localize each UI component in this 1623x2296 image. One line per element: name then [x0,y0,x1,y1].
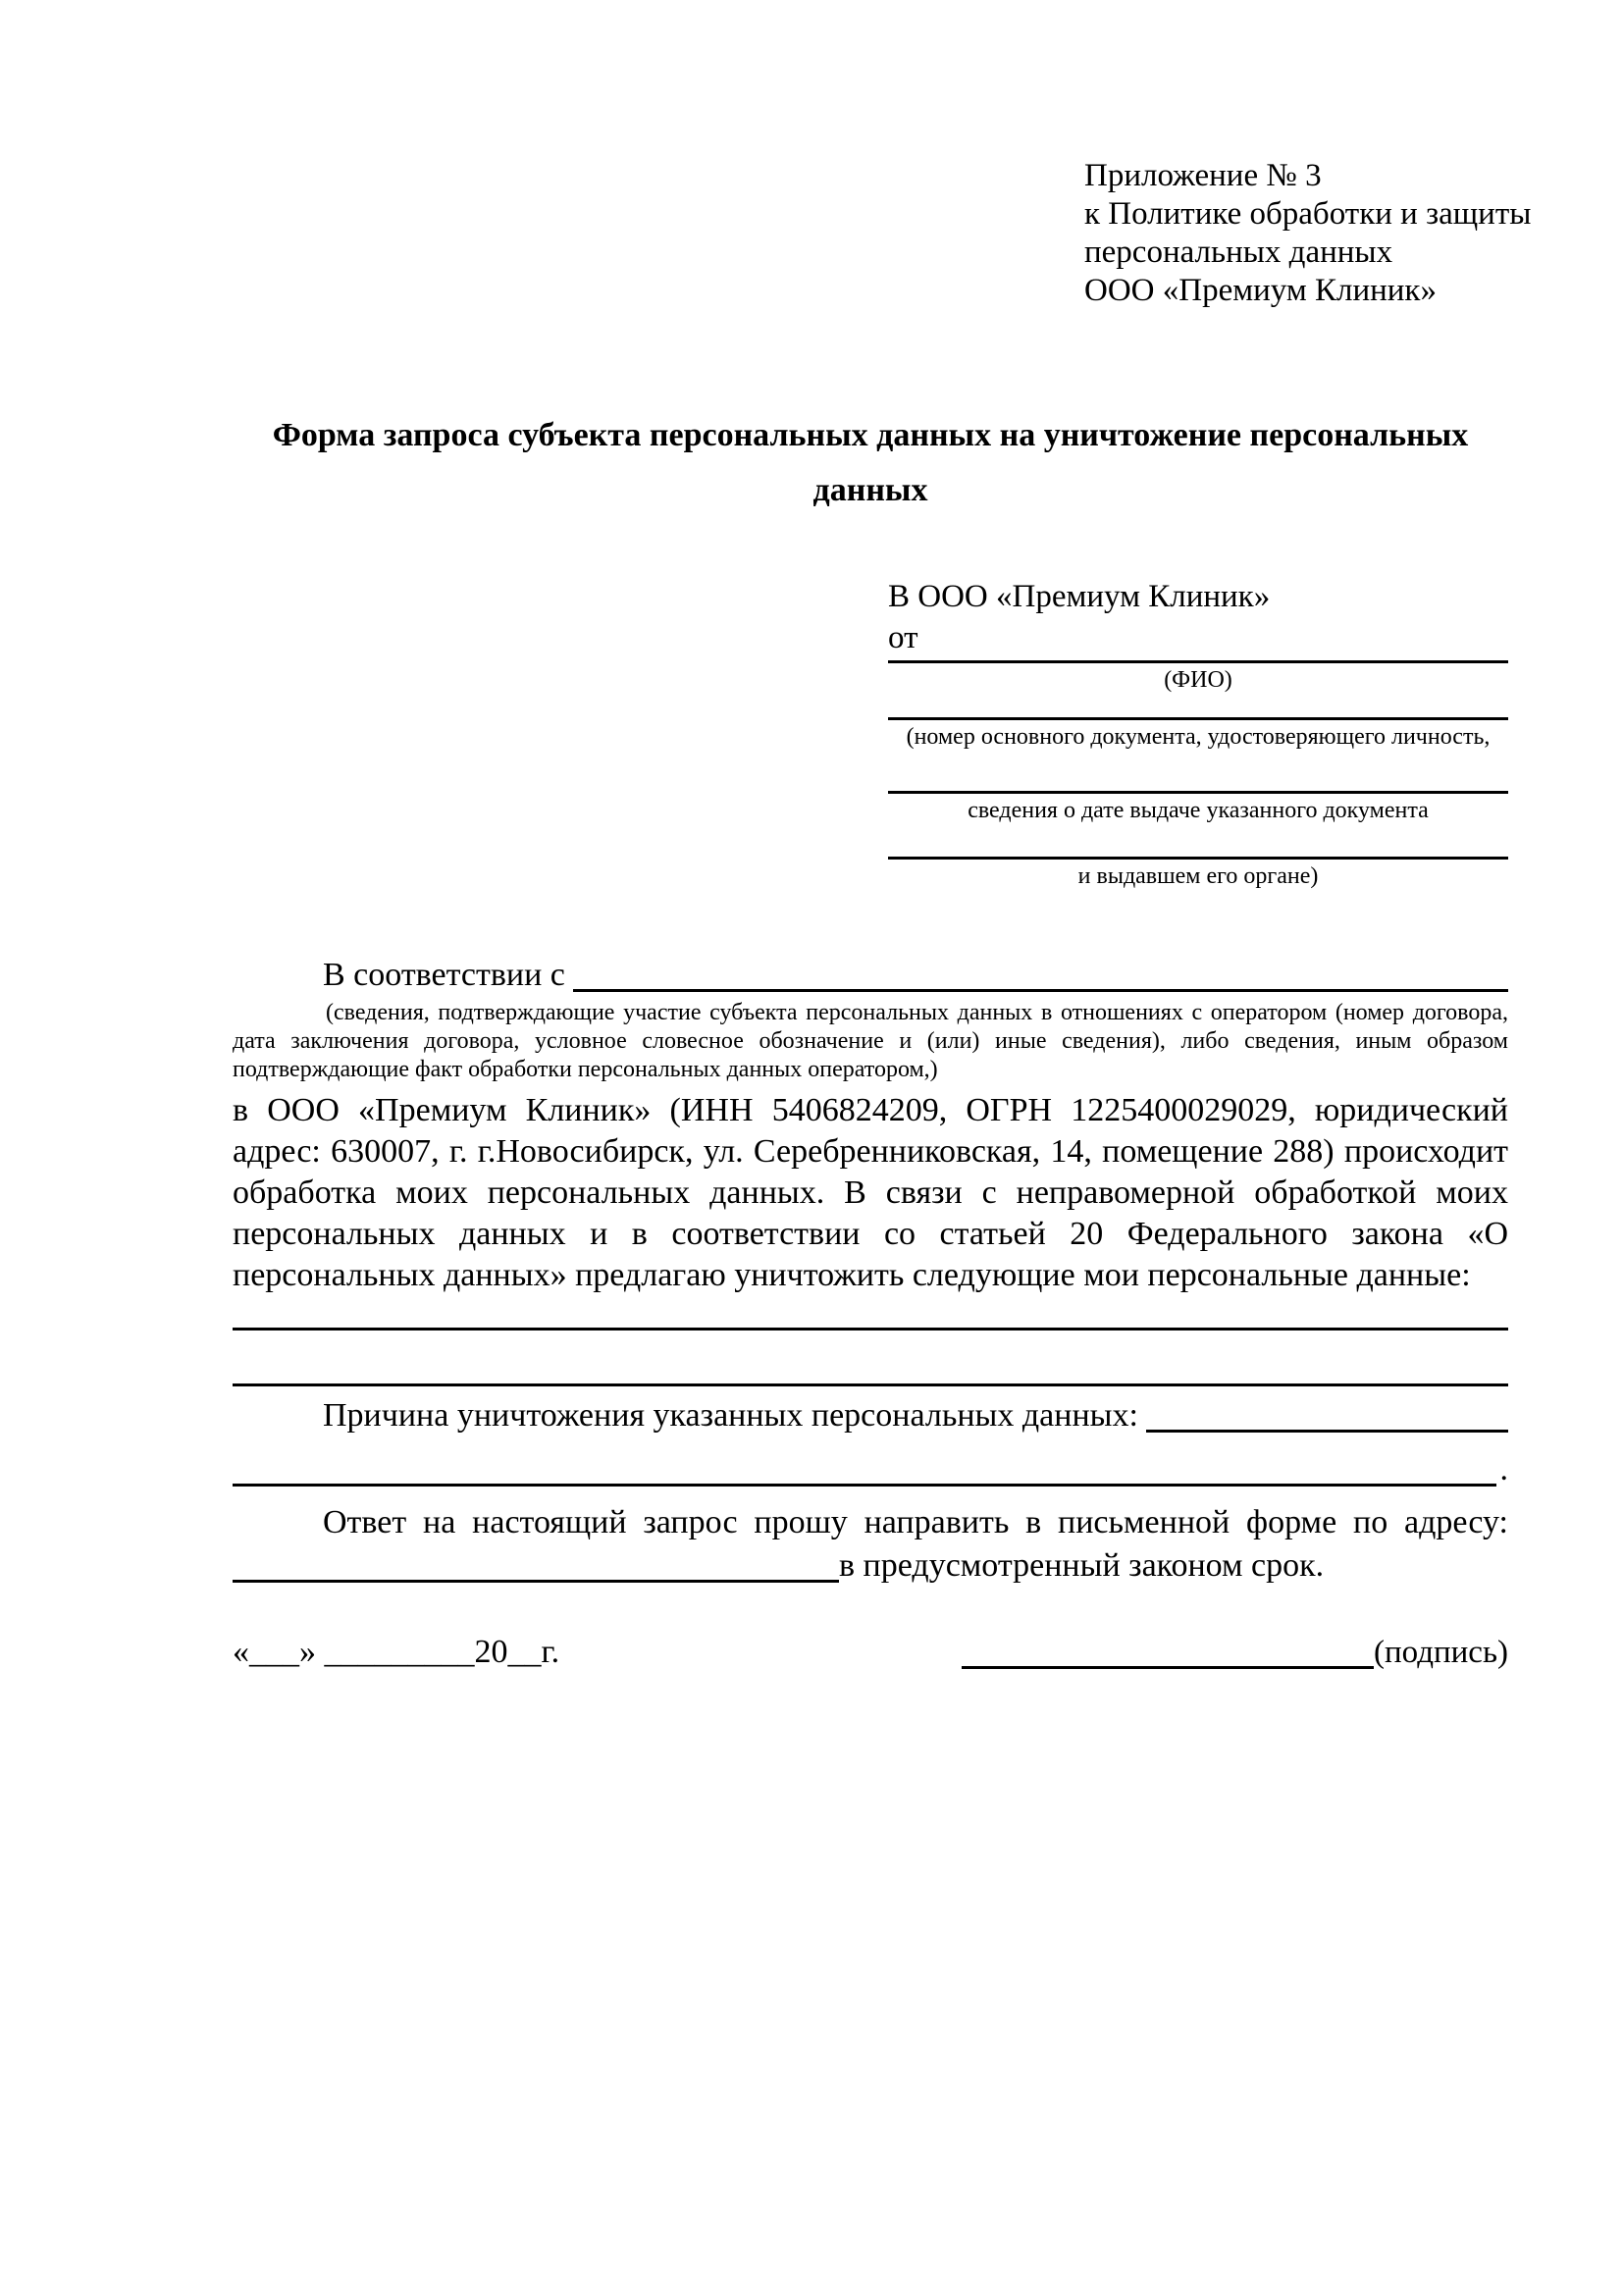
addressee-to: В ООО «Премиум Клиник» [888,579,1271,614]
blank-write-in-line-2 [233,1331,1508,1386]
document-title: Форма запроса субъекта персональных данных на уничтожение персональных данных [272,417,1469,508]
according-prefix: В соответствии с [323,957,565,993]
address-suffix: в предусмотренный законом срок. [839,1547,1325,1584]
blank-write-in-line-1 [233,1296,1508,1331]
reason-blank-line-2 [233,1484,1496,1487]
reason-row [233,1394,1508,1437]
signature-group [962,1631,1508,1674]
document-issuer-blank-field [888,823,1508,860]
date-template: «___» _________20__г. [233,1634,560,1670]
smallprint-note: (сведения, подтверждающие участие субъекта персональных данных в отношениях с оператором (номер договора, дата заключения договора, условное словесное обозначение и (или) иные сведения), либо сведения, иным образом подтверждающие факт обработки персональных данных оператором,) [233,1000,1508,1082]
appendix-line: к Политике обработки и защиты [1084,196,1532,232]
document-number-caption: (номер основного документа, удостоверяющего личность, [906,724,1491,750]
document-issuer-caption: и выдавшем его органе) [1077,863,1319,889]
signature-caption: (подпись) [1374,1635,1508,1670]
reason-blank-line [1146,1430,1508,1433]
appendix-block [1084,157,1532,310]
period-suffix: . [1499,1451,1508,1487]
addressee-from-label: от [888,620,918,655]
according-blank-line [573,989,1508,992]
address-row [233,1544,1508,1588]
document-issue-date-blank-field [888,750,1508,794]
date-signature-row [233,1631,1508,1674]
appendix-line: персональных данных [1084,235,1393,270]
according-row [233,954,1508,997]
fio-caption: (ФИО) [1164,667,1232,693]
signature-blank-line [962,1666,1374,1669]
body-paragraph: в ООО «Премиум Клиник» (ИНН 5406824209, ОГРН 1225400029029, юридический адрес: 630007, г. г.Новосибирск, ул. Серебренниковская, 14, помещение 288) происходит обработка моих персональных данных. В связи с неправомерной обработкой моих персональных данных и в соответствии со статьей 20 Федерального закона «О персональных данных» предлагаю уничтожить следующие мои персональные данные: [233,1092,1508,1293]
document-content [233,157,1532,1674]
document-number-blank-field [888,693,1508,720]
reason-label: Причина уничтожения указанных персональных данных: [323,1397,1138,1434]
fio-blank-field [888,657,1508,663]
appendix-line: ООО «Премиум Клиник» [1084,273,1437,308]
reason-continuation-row [233,1437,1508,1491]
address-blank-line [233,1580,839,1583]
answer-paragraph: Ответ на настоящий запрос прошу направить в письменной форме по адресу: [323,1504,1508,1540]
document-issue-date-caption: сведения о дате выдаче указанного документа [968,798,1429,823]
appendix-line: Приложение № 3 [1084,158,1322,193]
addressee-block [888,575,1508,889]
